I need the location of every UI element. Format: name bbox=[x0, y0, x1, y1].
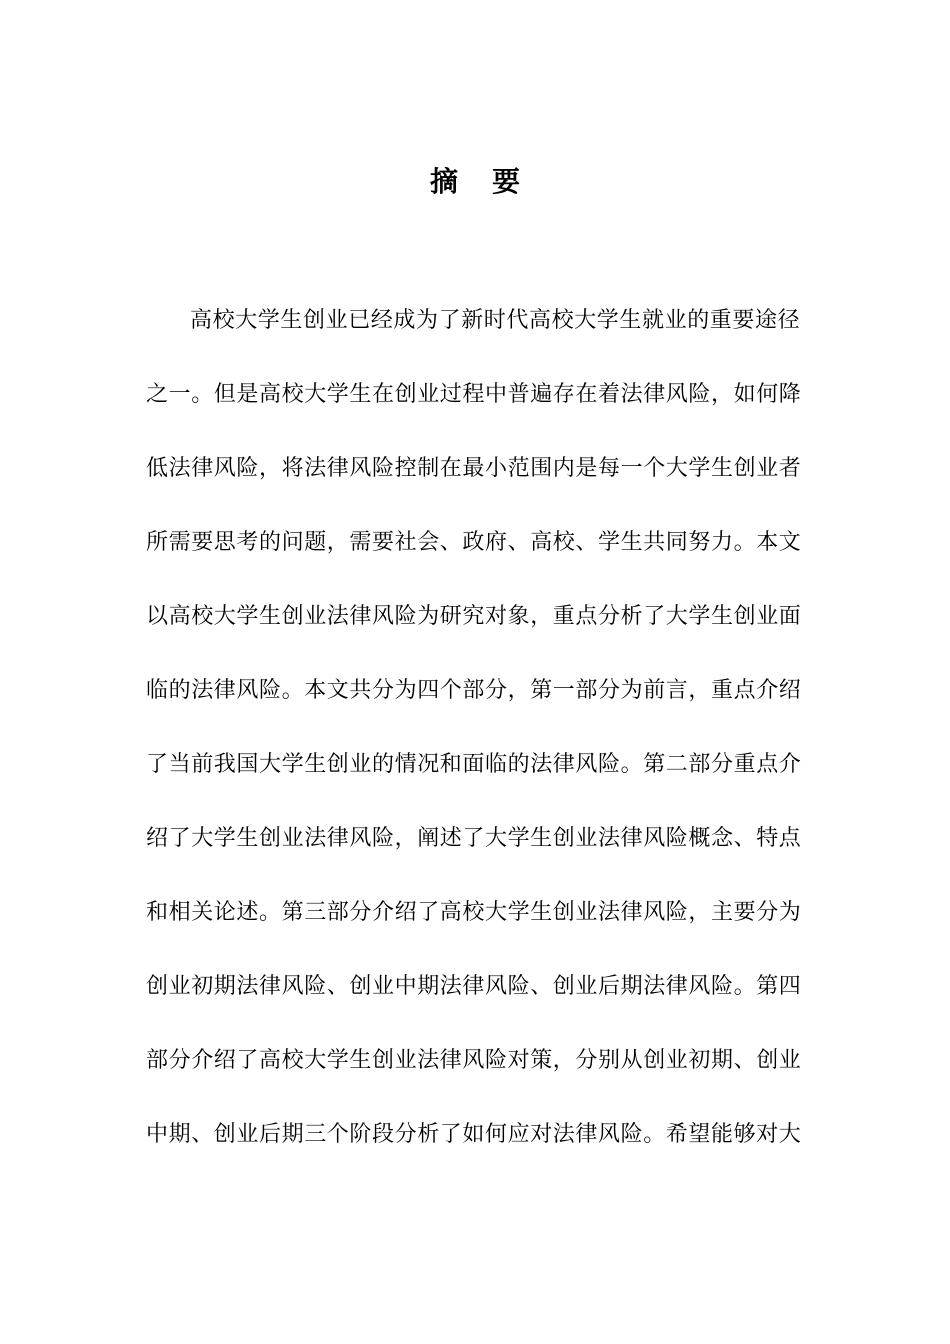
body-line-11: 部分介绍了高校大学生创业法律风险对策，分别从创业初期、创业 bbox=[146, 1048, 802, 1073]
abstract-title: 摘要 bbox=[429, 165, 554, 198]
body-line-8: 绍了大学生创业法律风险，阐述了大学生创业法律风险概念、特点 bbox=[146, 826, 802, 851]
body-line-3: 低法律风险，将法律风险控制在最小范围内是每一个大学生创业者 bbox=[146, 456, 802, 481]
body-line-2: 之一。但是高校大学生在创业过程中普遍存在着法律风险，如何降 bbox=[146, 382, 802, 407]
body-line-5: 以高校大学生创业法律风险为研究对象，重点分析了大学生创业面 bbox=[146, 604, 802, 629]
body-line-4: 所需要思考的问题，需要社会、政府、高校、学生共同努力。本文 bbox=[146, 530, 802, 555]
body-line-1: 高校大学生创业已经成为了新时代高校大学生就业的重要途径 bbox=[190, 308, 801, 333]
body-line-12: 中期、创业后期三个阶段分析了如何应对法律风险。希望能够对大 bbox=[146, 1122, 802, 1147]
body-line-9: 和相关论述。第三部分介绍了高校大学生创业法律风险，主要分为 bbox=[146, 900, 802, 925]
body-line-10: 创业初期法律风险、创业中期法律风险、创业后期法律风险。第四 bbox=[146, 974, 802, 999]
abstract-body bbox=[146, 297, 806, 1185]
body-line-6: 临的法律风险。本文共分为四个部分，第一部分为前言，重点介绍 bbox=[146, 678, 802, 703]
body-line-7: 了当前我国大学生创业的情况和面临的法律风险。第二部分重点介 bbox=[146, 752, 802, 777]
